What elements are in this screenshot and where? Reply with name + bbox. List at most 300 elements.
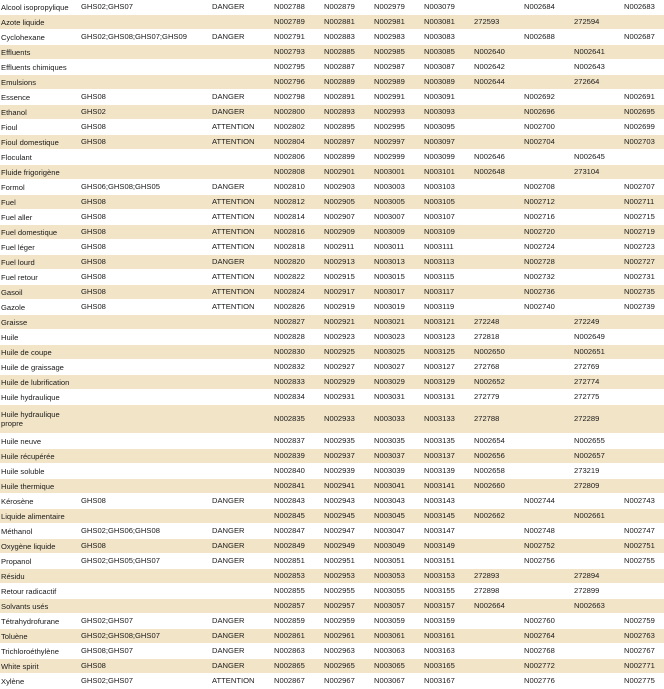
pictograms-cell: GHS02;GHS07: [80, 0, 211, 15]
table-row: [0, 390, 664, 405]
code-7-cell: 272249: [573, 315, 623, 330]
product-name-cell: Xylène: [0, 674, 80, 689]
code-4-cell: N003115: [423, 270, 473, 285]
code-2-cell: N002937: [323, 449, 373, 464]
code-7-cell: [573, 30, 623, 45]
code-6-cell: N002744: [523, 494, 573, 509]
code-3-cell: N002981: [373, 15, 423, 30]
signal-word-cell: DANGER: [211, 105, 273, 120]
code-8-cell: [623, 165, 664, 180]
code-3-cell: N003029: [373, 375, 423, 390]
code-8-cell: N002699: [623, 120, 664, 135]
signal-word-cell: [211, 360, 273, 375]
code-5-cell: [473, 210, 523, 225]
code-8-cell: [623, 45, 664, 60]
pictograms-cell: GHS08: [80, 659, 211, 674]
table-row: [0, 15, 664, 30]
signal-word-cell: DANGER: [211, 614, 273, 629]
code-6-cell: N002692: [523, 90, 573, 105]
signal-word-cell: DANGER: [211, 629, 273, 644]
product-name-cell: Graisse: [0, 315, 80, 330]
code-8-cell: [623, 150, 664, 165]
code-2-cell: N002921: [323, 315, 373, 330]
code-8-cell: N002755: [623, 554, 664, 569]
code-8-cell: N002723: [623, 240, 664, 255]
table-row: [0, 554, 664, 569]
code-4-cell: N003153: [423, 569, 473, 584]
signal-word-cell: [211, 375, 273, 390]
product-name-cell: Propanol: [0, 554, 80, 569]
pictograms-cell: [80, 390, 211, 405]
pictograms-cell: GHS02;GHS07: [80, 614, 211, 629]
code-2-cell: N002885: [323, 45, 373, 60]
product-name-cell: Fuel domestique: [0, 225, 80, 240]
code-4-cell: N003111: [423, 240, 473, 255]
pictograms-cell: GHS06;GHS08;GHS05: [80, 180, 211, 195]
code-3-cell: N003001: [373, 165, 423, 180]
code-7-cell: N002641: [573, 45, 623, 60]
code-4-cell: N003107: [423, 210, 473, 225]
table-row: [0, 599, 664, 614]
product-name-cell: Fluide frigorigène: [0, 165, 80, 180]
code-2-cell: N002903: [323, 180, 373, 195]
code-5-cell: [473, 524, 523, 539]
product-name-cell: Huile de graissage: [0, 360, 80, 375]
code-8-cell: [623, 449, 664, 464]
code-7-cell: 272594: [573, 15, 623, 30]
code-3-cell: N002999: [373, 150, 423, 165]
table-row: [0, 479, 664, 494]
code-1-cell: N002843: [273, 494, 323, 509]
code-2-cell: N002939: [323, 464, 373, 479]
table-row: [0, 255, 664, 270]
code-5-cell: [473, 135, 523, 150]
code-1-cell: N002826: [273, 300, 323, 315]
code-4-cell: N003079: [423, 0, 473, 15]
code-7-cell: [573, 180, 623, 195]
code-7-cell: [573, 494, 623, 509]
code-2-cell: N002901: [323, 165, 373, 180]
code-3-cell: N003051: [373, 554, 423, 569]
code-3-cell: N003021: [373, 315, 423, 330]
code-1-cell: N002793: [273, 45, 323, 60]
code-4-cell: N003127: [423, 360, 473, 375]
code-4-cell: N003105: [423, 195, 473, 210]
code-3-cell: N002993: [373, 105, 423, 120]
code-8-cell: N002687: [623, 30, 664, 45]
code-4-cell: N003131: [423, 390, 473, 405]
code-8-cell: N002743: [623, 494, 664, 509]
table-row: [0, 150, 664, 165]
code-6-cell: [523, 315, 573, 330]
code-7-cell: [573, 270, 623, 285]
code-7-cell: N002663: [573, 599, 623, 614]
code-1-cell: N002840: [273, 464, 323, 479]
product-name-cell: Emulsions: [0, 75, 80, 90]
code-5-cell: 272593: [473, 15, 523, 30]
table-row: [0, 434, 664, 449]
code-8-cell: N002707: [623, 180, 664, 195]
table-row: [0, 330, 664, 345]
code-5-cell: N002664: [473, 599, 523, 614]
code-7-cell: 272809: [573, 479, 623, 494]
code-4-cell: N003091: [423, 90, 473, 105]
code-6-cell: [523, 434, 573, 449]
code-1-cell: N002841: [273, 479, 323, 494]
code-2-cell: N002909: [323, 225, 373, 240]
product-name-cell: Huile hydraulique: [0, 390, 80, 405]
code-2-cell: N002931: [323, 390, 373, 405]
code-1-cell: N002806: [273, 150, 323, 165]
code-7-cell: 273104: [573, 165, 623, 180]
code-6-cell: N002728: [523, 255, 573, 270]
table-row: [0, 509, 664, 524]
code-4-cell: N003113: [423, 255, 473, 270]
code-1-cell: N002828: [273, 330, 323, 345]
code-3-cell: N003003: [373, 180, 423, 195]
code-7-cell: [573, 225, 623, 240]
product-name-cell: Huile soluble: [0, 464, 80, 479]
code-7-cell: [573, 0, 623, 15]
pictograms-cell: [80, 405, 211, 434]
code-1-cell: N002837: [273, 434, 323, 449]
code-3-cell: N003035: [373, 434, 423, 449]
signal-word-cell: ATTENTION: [211, 240, 273, 255]
code-8-cell: N002767: [623, 644, 664, 659]
code-5-cell: N002656: [473, 449, 523, 464]
product-name-cell: Fuel lourd: [0, 255, 80, 270]
code-1-cell: N002791: [273, 30, 323, 45]
code-4-cell: N003145: [423, 509, 473, 524]
code-6-cell: N002712: [523, 195, 573, 210]
code-7-cell: [573, 120, 623, 135]
code-5-cell: [473, 225, 523, 240]
code-8-cell: N002739: [623, 300, 664, 315]
code-6-cell: N002736: [523, 285, 573, 300]
code-2-cell: N002957: [323, 599, 373, 614]
signal-word-cell: DANGER: [211, 524, 273, 539]
table-row: [0, 45, 664, 60]
code-5-cell: [473, 255, 523, 270]
code-8-cell: N002771: [623, 659, 664, 674]
code-8-cell: [623, 599, 664, 614]
code-6-cell: N002704: [523, 135, 573, 150]
code-8-cell: [623, 584, 664, 599]
code-5-cell: [473, 30, 523, 45]
code-5-cell: N002652: [473, 375, 523, 390]
signal-word-cell: [211, 15, 273, 30]
code-2-cell: N002895: [323, 120, 373, 135]
code-3-cell: N003017: [373, 285, 423, 300]
code-1-cell: N002788: [273, 0, 323, 15]
code-7-cell: [573, 629, 623, 644]
code-1-cell: N002851: [273, 554, 323, 569]
pictograms-cell: [80, 360, 211, 375]
code-5-cell: [473, 270, 523, 285]
code-2-cell: N002889: [323, 75, 373, 90]
table-row: [0, 180, 664, 195]
code-8-cell: N002683: [623, 0, 664, 15]
table-row: [0, 225, 664, 240]
code-4-cell: N003087: [423, 60, 473, 75]
code-6-cell: [523, 375, 573, 390]
code-3-cell: N002985: [373, 45, 423, 60]
code-5-cell: N002644: [473, 75, 523, 90]
product-name-cell: Fuel léger: [0, 240, 80, 255]
pictograms-cell: GHS08: [80, 240, 211, 255]
code-2-cell: N002905: [323, 195, 373, 210]
code-2-cell: N002949: [323, 539, 373, 554]
pictograms-cell: [80, 45, 211, 60]
code-3-cell: N003007: [373, 210, 423, 225]
code-6-cell: N002696: [523, 105, 573, 120]
code-7-cell: [573, 255, 623, 270]
code-3-cell: N003041: [373, 479, 423, 494]
code-6-cell: [523, 599, 573, 614]
code-7-cell: N002655: [573, 434, 623, 449]
code-7-cell: N002645: [573, 150, 623, 165]
code-1-cell: N002795: [273, 60, 323, 75]
code-4-cell: N003139: [423, 464, 473, 479]
code-4-cell: N003165: [423, 659, 473, 674]
code-3-cell: N003057: [373, 599, 423, 614]
code-7-cell: [573, 90, 623, 105]
pictograms-cell: GHS08: [80, 210, 211, 225]
code-5-cell: [473, 674, 523, 689]
code-4-cell: N003129: [423, 375, 473, 390]
code-2-cell: N002963: [323, 644, 373, 659]
pictograms-cell: GHS08: [80, 135, 211, 150]
pictograms-cell: [80, 509, 211, 524]
pictograms-cell: [80, 599, 211, 614]
pictograms-cell: GHS08: [80, 270, 211, 285]
product-name-cell: Huile hydraulique propre: [0, 405, 80, 434]
signal-word-cell: [211, 390, 273, 405]
code-3-cell: N003037: [373, 449, 423, 464]
table-row: [0, 75, 664, 90]
signal-word-cell: DANGER: [211, 30, 273, 45]
signal-word-cell: ATTENTION: [211, 300, 273, 315]
code-4-cell: N003135: [423, 434, 473, 449]
product-name-cell: Solvants usés: [0, 599, 80, 614]
product-name-cell: Fuel retour: [0, 270, 80, 285]
code-7-cell: [573, 300, 623, 315]
code-3-cell: N003061: [373, 629, 423, 644]
pictograms-cell: GHS08: [80, 255, 211, 270]
product-name-cell: Fioul: [0, 120, 80, 135]
code-4-cell: N003081: [423, 15, 473, 30]
signal-word-cell: [211, 434, 273, 449]
code-7-cell: N002657: [573, 449, 623, 464]
product-name-cell: Gazole: [0, 300, 80, 315]
code-4-cell: N003141: [423, 479, 473, 494]
code-4-cell: N003109: [423, 225, 473, 240]
product-name-cell: Trichloroéthylène: [0, 644, 80, 659]
code-5-cell: [473, 90, 523, 105]
code-6-cell: N002776: [523, 674, 573, 689]
code-8-cell: N002751: [623, 539, 664, 554]
signal-word-cell: DANGER: [211, 659, 273, 674]
code-5-cell: 272788: [473, 405, 523, 434]
code-6-cell: N002724: [523, 240, 573, 255]
code-2-cell: N002947: [323, 524, 373, 539]
code-8-cell: [623, 390, 664, 405]
code-4-cell: N003137: [423, 449, 473, 464]
code-8-cell: [623, 75, 664, 90]
signal-word-cell: DANGER: [211, 554, 273, 569]
code-5-cell: N002648: [473, 165, 523, 180]
table-row: [0, 195, 664, 210]
code-4-cell: N003159: [423, 614, 473, 629]
code-3-cell: N002995: [373, 120, 423, 135]
code-5-cell: [473, 554, 523, 569]
code-7-cell: 272775: [573, 390, 623, 405]
signal-word-cell: DANGER: [211, 494, 273, 509]
code-3-cell: N003065: [373, 659, 423, 674]
product-name-cell: Gasoil: [0, 285, 80, 300]
code-8-cell: [623, 509, 664, 524]
table-row: [0, 494, 664, 509]
code-3-cell: N003019: [373, 300, 423, 315]
code-1-cell: N002814: [273, 210, 323, 225]
code-5-cell: 272768: [473, 360, 523, 375]
table-row: [0, 629, 664, 644]
code-4-cell: N003093: [423, 105, 473, 120]
code-1-cell: N002861: [273, 629, 323, 644]
code-1-cell: N002849: [273, 539, 323, 554]
pictograms-cell: [80, 464, 211, 479]
code-5-cell: [473, 285, 523, 300]
code-7-cell: [573, 659, 623, 674]
signal-word-cell: [211, 60, 273, 75]
code-5-cell: 272248: [473, 315, 523, 330]
signal-word-cell: ATTENTION: [211, 285, 273, 300]
code-2-cell: N002955: [323, 584, 373, 599]
pictograms-cell: GHS08: [80, 494, 211, 509]
pictograms-cell: GHS02;GHS06;GHS08: [80, 524, 211, 539]
code-1-cell: N002804: [273, 135, 323, 150]
code-7-cell: [573, 554, 623, 569]
signal-word-cell: [211, 449, 273, 464]
pictograms-cell: [80, 60, 211, 75]
code-6-cell: N002740: [523, 300, 573, 315]
code-2-cell: N002927: [323, 360, 373, 375]
pictograms-cell: [80, 584, 211, 599]
code-7-cell: 272774: [573, 375, 623, 390]
code-3-cell: N002997: [373, 135, 423, 150]
code-5-cell: [473, 180, 523, 195]
product-name-cell: Tétrahydrofurane: [0, 614, 80, 629]
table-row: [0, 285, 664, 300]
table-row: [0, 405, 664, 434]
code-4-cell: N003133: [423, 405, 473, 434]
code-1-cell: N002853: [273, 569, 323, 584]
product-name-cell: Fioul domestique: [0, 135, 80, 150]
code-2-cell: N002923: [323, 330, 373, 345]
code-6-cell: N002720: [523, 225, 573, 240]
code-1-cell: N002789: [273, 15, 323, 30]
code-7-cell: 272664: [573, 75, 623, 90]
pictograms-cell: [80, 75, 211, 90]
code-2-cell: N002913: [323, 255, 373, 270]
code-2-cell: N002965: [323, 659, 373, 674]
code-4-cell: N003163: [423, 644, 473, 659]
table-row: [0, 345, 664, 360]
code-2-cell: N002899: [323, 150, 373, 165]
code-8-cell: N002747: [623, 524, 664, 539]
code-8-cell: [623, 345, 664, 360]
product-name-cell: Liquide alimentaire: [0, 509, 80, 524]
code-5-cell: N002654: [473, 434, 523, 449]
code-1-cell: N002816: [273, 225, 323, 240]
code-7-cell: 272769: [573, 360, 623, 375]
pictograms-cell: GHS08: [80, 120, 211, 135]
code-1-cell: N002832: [273, 360, 323, 375]
pictograms-cell: GHS08: [80, 285, 211, 300]
code-4-cell: N003161: [423, 629, 473, 644]
code-6-cell: [523, 584, 573, 599]
code-3-cell: N003025: [373, 345, 423, 360]
table-row: [0, 539, 664, 554]
code-3-cell: N003009: [373, 225, 423, 240]
code-4-cell: N003121: [423, 315, 473, 330]
code-6-cell: [523, 165, 573, 180]
code-1-cell: N002835: [273, 405, 323, 434]
code-2-cell: N002919: [323, 300, 373, 315]
pictograms-cell: GHS08;GHS07: [80, 644, 211, 659]
code-7-cell: N002651: [573, 345, 623, 360]
signal-word-cell: [211, 584, 273, 599]
pictograms-cell: GHS08: [80, 539, 211, 554]
table-row: [0, 240, 664, 255]
code-2-cell: N002879: [323, 0, 373, 15]
code-6-cell: [523, 360, 573, 375]
code-2-cell: N002925: [323, 345, 373, 360]
code-8-cell: N002711: [623, 195, 664, 210]
code-4-cell: N003123: [423, 330, 473, 345]
code-8-cell: N002731: [623, 270, 664, 285]
code-2-cell: N002887: [323, 60, 373, 75]
code-6-cell: N002708: [523, 180, 573, 195]
code-3-cell: N003043: [373, 494, 423, 509]
pictograms-cell: [80, 165, 211, 180]
table-row: [0, 569, 664, 584]
code-4-cell: N003119: [423, 300, 473, 315]
code-2-cell: N002893: [323, 105, 373, 120]
product-name-cell: Huile récupérée: [0, 449, 80, 464]
code-6-cell: N002772: [523, 659, 573, 674]
code-2-cell: N002881: [323, 15, 373, 30]
code-6-cell: [523, 150, 573, 165]
code-8-cell: N002727: [623, 255, 664, 270]
product-name-cell: Retour radicactif: [0, 584, 80, 599]
table-row: [0, 135, 664, 150]
code-5-cell: [473, 644, 523, 659]
code-2-cell: N002943: [323, 494, 373, 509]
code-6-cell: [523, 569, 573, 584]
code-4-cell: N003117: [423, 285, 473, 300]
product-name-cell: Oxygène liquide: [0, 539, 80, 554]
code-2-cell: N002933: [323, 405, 373, 434]
code-3-cell: N002983: [373, 30, 423, 45]
code-1-cell: N002818: [273, 240, 323, 255]
code-8-cell: N002715: [623, 210, 664, 225]
code-8-cell: N002719: [623, 225, 664, 240]
code-5-cell: N002646: [473, 150, 523, 165]
pictograms-cell: [80, 449, 211, 464]
code-8-cell: [623, 569, 664, 584]
code-7-cell: 272894: [573, 569, 623, 584]
